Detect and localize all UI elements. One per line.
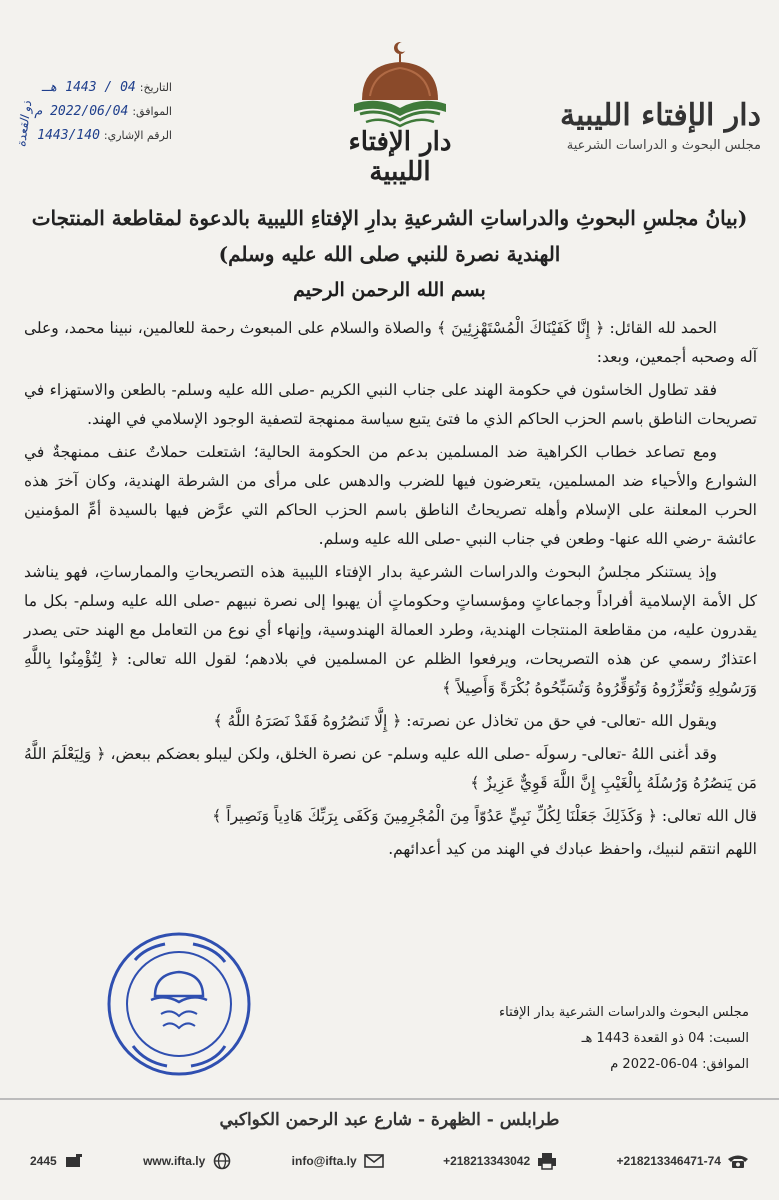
website-item — [143, 1152, 233, 1170]
signature-hijri-date: السبت: 04 ذو القعدة 1443 هـ — [581, 1031, 749, 1046]
globe-icon — [211, 1152, 233, 1170]
fax-item — [443, 1152, 558, 1170]
footer-divider — [0, 1098, 779, 1100]
date-value: 04 / 1443 هـ — [41, 80, 136, 95]
email-item — [292, 1152, 385, 1170]
phone-value: +218213346471-74 — [616, 1154, 721, 1168]
basmala: بسم الله الرحمن الرحيم — [293, 279, 486, 301]
envelope-icon — [363, 1152, 385, 1170]
paragraph: الحمد لله القائل: ﴿ إِنَّا كَفَيْنَاكَ الْمُسْتَهْزِئِينَ ﴾ والصلاة والسلام على المبعوث رحمة للعالمين، نبينا محمد، وعلى آله وصحبه أجمعين، وبعد: — [24, 319, 757, 366]
paragraph: ومع تصاعد خطاب الكراهية ضد المسلمين بدعم من الحكومة الحالية؛ اشتعلت حملاتٌ عنف ممنهجةٌ في الشوارع والأحياء ضد المسلمين، يتعرضون فيها للضرب والدهس على مرأى من الشرطة الهندية، وكان آخرَ هذه الحرب المعلنة على الإسلام وأهله تصريحاتُ الناطق باسم الحزب الحاكم التي عرَّض فيها بالسيدة أمِّ المؤمنين عائشة -رضي الله عنها- وطعن في جناب النبي -صلى الله عليه وسلم. — [24, 443, 757, 548]
phone-item — [617, 1152, 749, 1170]
website-value[interactable]: www.ifta.ly — [143, 1154, 206, 1168]
statement-body — [24, 314, 757, 868]
document-meta — [22, 80, 172, 152]
paragraph: ويقول الله -تعالى- في حق من تخاذل عن نصرته: ﴿ إِلَّا تَنصُرُوهُ فَقَدْ نَصَرَهُ اللَّهُ ﴾ — [213, 712, 717, 730]
organization-header — [541, 96, 761, 153]
telephone-icon — [727, 1152, 749, 1170]
signature-gregorian-date: الموافق: 04-06-2022 م — [610, 1057, 749, 1072]
email-value[interactable]: info@ifta.ly — [291, 1154, 357, 1168]
fax-value: +218213343042 — [443, 1154, 531, 1168]
paragraph: وإذ يستنكر مجلسُ البحوث والدراسات الشرعية بدار الإفتاء الليبية هذه التصريحاتِ والممارساتِ، فهو يناشد كل الأمة الإسلامية أفراداً وجماعاتٍ ومؤسساتٍ وحكوماتٍ أن يهبوا إلى نصرة نبيهم -صلى الله عليه وسلم- بكل ما يقدرون عليه، من مقاطعة المنتجات الهندية، وطرد العمالة الهندوسية، وإنهاء أي نوع من التعامل مع الهند حتى يصدر اعتذارٌ رسمي عن هذه التصريحات، ويرفعوا الظلم عن المسلمين في بلادهم؛ لقول الله تعالى: ﴿ لِتُؤْمِنُوا بِاللَّهِ وَرَسُولِهِ وَتُعَزِّرُوهُ وَتُوَقِّرُوهُ وَتُسَبِّحُوهُ بُكْرَةً وَأَصِيلاً ﴾ — [24, 563, 757, 697]
pobox-item — [30, 1152, 85, 1170]
paragraph: اللهم انتقم لنبيك، واحفظ عبادك في الهند من كيد أعدائهم. — [388, 840, 757, 858]
mailbox-icon — [63, 1152, 85, 1170]
footer-contacts — [30, 1152, 749, 1170]
paragraph: قال الله تعالى: ﴿ وَكَذَلِكَ جَعَلْنَا لِكُلِّ نَبِيٍّ عَدُوّاً مِنَ الْمُجْرِمِينَ وَكَفَى بِرَبِّكَ هَادِياً وَنَصِيراً ﴾ — [212, 807, 757, 825]
organization-subtitle: مجلس البحوث و الدراسات الشرعية — [566, 138, 761, 153]
organization-name: دار الإفتاء الليبية — [560, 98, 761, 133]
logo-caption: دار الإفتاء الليبية — [348, 127, 452, 187]
reference-value: 1443/140 — [37, 128, 100, 143]
reference-row: الرقم الإشاري: 1443/140 — [37, 128, 172, 143]
statement-title: (بيانُ مجلسِ البحوثِ والدراساتِ الشرعيةِ بدارِ الإفتاءِ الليبية بالدعوة لمقاطعة المنتجات الهندية نصرة للنبي صلى الله عليه وسلم) — [31, 206, 748, 266]
dome-book-icon — [340, 38, 460, 133]
corresponding-date-row: الموافق: 2022/06/04 م — [34, 104, 172, 119]
paragraph: وقد أغنى اللهُ -تعالى- رسولَه -صلى الله عليه وسلم- عن نصرة الخلق، ولكن ليبلو بعضكم ببعض، ﴿ وَلِيَعْلَمَ اللَّهُ مَن يَنصُرُهُ وَرُسُلَهُ بِالْغَيْبِ إِنَّ اللَّهَ قَوِيٌّ عَزِيزٌ ﴾ — [24, 745, 757, 792]
footer-address: طرابلس - الظهرة - شارع عبد الرحمن الكواكبي — [219, 1110, 560, 1130]
pobox-value: 2445 — [30, 1154, 57, 1168]
margin-handwritten-note: ذو القعدة — [14, 100, 35, 148]
signature-block — [489, 1000, 749, 1078]
paragraph: فقد تطاول الخاسئون في حكومة الهند على جناب النبي الكريم -صلى الله عليه وسلم- بالطعن والاستهزاء في تصريحات الناطق باسم الحزب الحاكم الذي ما فتئ يتبع سياسة ممنهجة لتصفية الوجود الإسلامي في الهند. — [24, 381, 757, 428]
date-row: التاريخ: 04 / 1443 هـ — [41, 80, 172, 95]
official-seal — [105, 930, 253, 1078]
corresponding-date-value: 2022/06/04 م — [34, 104, 129, 119]
seal-stamp-icon — [105, 930, 253, 1078]
signature-organization: مجلس البحوث والدراسات الشرعية بدار الإفتاء — [499, 1005, 749, 1020]
ifta-logo — [320, 38, 480, 188]
fax-printer-icon — [536, 1152, 558, 1170]
